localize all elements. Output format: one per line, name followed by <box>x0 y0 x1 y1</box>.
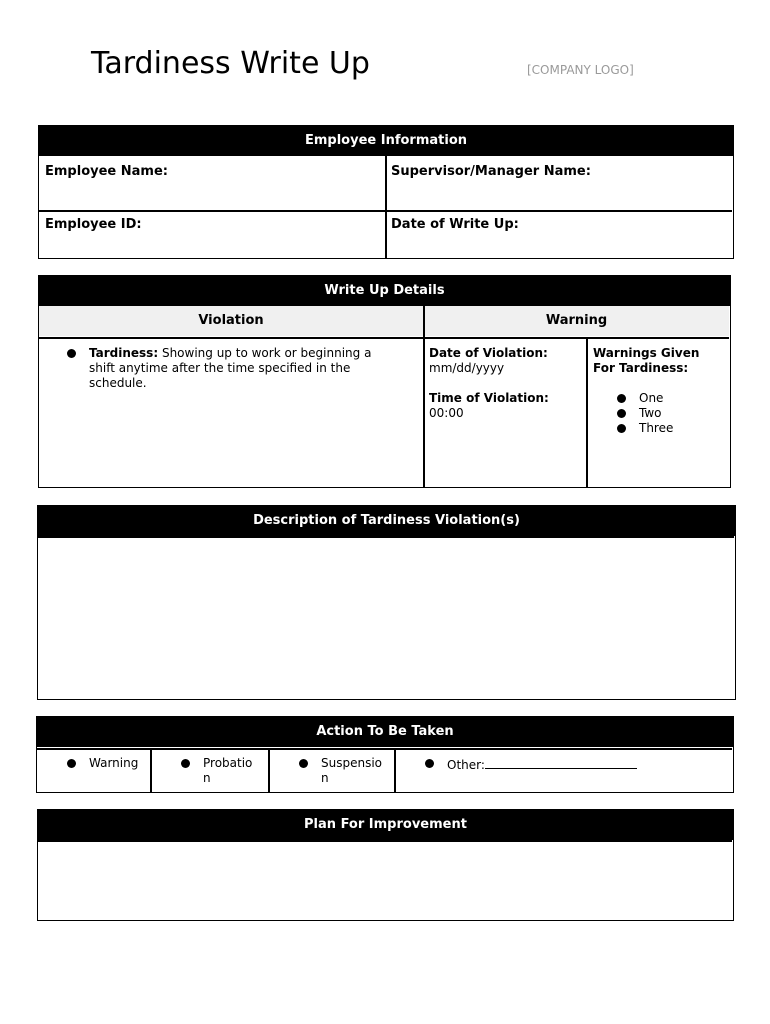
date-of-write-up-label: Date of Write Up: <box>391 217 519 232</box>
action-other-label: Other: <box>447 758 485 772</box>
employee-name-label: Employee Name: <box>45 164 168 179</box>
bullet-icon <box>617 409 626 418</box>
bullet-icon <box>67 759 76 768</box>
time-of-violation-input[interactable]: 00:00 <box>429 406 464 420</box>
action-option-suspension[interactable] <box>299 756 394 786</box>
violation-text: Showing up to work or beginning a shift anytime after the time specified in the schedule. <box>89 346 372 390</box>
date-of-violation-input[interactable]: mm/dd/yyyy <box>429 361 505 375</box>
description-header: Description of Tardiness Violation(s) <box>38 506 735 536</box>
plan-section <box>37 809 734 921</box>
violation-column-header: Violation <box>39 306 423 336</box>
plan-header: Plan For Improvement <box>38 810 733 840</box>
bullet-icon <box>67 349 76 358</box>
action-probation-label-line2: n <box>203 771 211 785</box>
warnings-given <box>593 346 728 436</box>
action-option-probation[interactable] <box>181 756 266 786</box>
action-header: Action To Be Taken <box>37 717 733 747</box>
document-title: Tardiness Write Up <box>91 46 370 81</box>
bullet-icon <box>617 394 626 403</box>
employee-name-field[interactable] <box>45 164 375 210</box>
other-input-line[interactable] <box>485 756 637 769</box>
description-textarea[interactable] <box>38 538 734 698</box>
bullet-icon <box>425 759 434 768</box>
write-up-details-header: Write Up Details <box>39 276 730 306</box>
company-logo-placeholder: [COMPANY LOGO] <box>527 63 634 77</box>
date-of-violation-label: Date of Violation: <box>429 346 548 360</box>
violation-list-item <box>67 346 397 391</box>
time-of-violation-label: Time of Violation: <box>429 391 549 405</box>
warnings-given-label-line1: Warnings Given <box>593 346 700 360</box>
warning-column-header: Warning <box>424 306 729 336</box>
description-section <box>37 505 736 700</box>
bullet-icon <box>617 424 626 433</box>
plan-textarea[interactable] <box>38 842 732 919</box>
bullet-icon <box>299 759 308 768</box>
action-section <box>36 716 734 793</box>
employee-id-field[interactable] <box>45 217 375 257</box>
action-suspension-label-line2: n <box>321 771 329 785</box>
employee-information-section <box>38 125 734 259</box>
violation-date-time <box>429 346 584 421</box>
action-warning-label: Warning <box>89 756 139 770</box>
date-of-write-up-field[interactable] <box>391 217 721 257</box>
supervisor-name-field[interactable] <box>391 164 721 210</box>
action-option-warning[interactable] <box>67 756 147 771</box>
write-up-details-section <box>38 275 731 488</box>
violation-description <box>67 346 397 391</box>
action-option-other[interactable] <box>425 756 665 773</box>
warning-option-three[interactable]: Three <box>617 421 728 436</box>
supervisor-name-label: Supervisor/Manager Name: <box>391 164 591 179</box>
warning-option-two[interactable]: Two <box>617 406 728 421</box>
action-probation-label-line1: Probatio <box>203 756 253 770</box>
employee-id-label: Employee ID: <box>45 217 142 232</box>
action-suspension-label-line1: Suspensio <box>321 756 383 770</box>
violation-term: Tardiness: <box>89 346 159 360</box>
employee-information-header: Employee Information <box>39 126 733 156</box>
bullet-icon <box>181 759 190 768</box>
warnings-given-label-line2: For Tardiness: <box>593 361 689 375</box>
warning-option-one[interactable]: One <box>617 391 728 406</box>
